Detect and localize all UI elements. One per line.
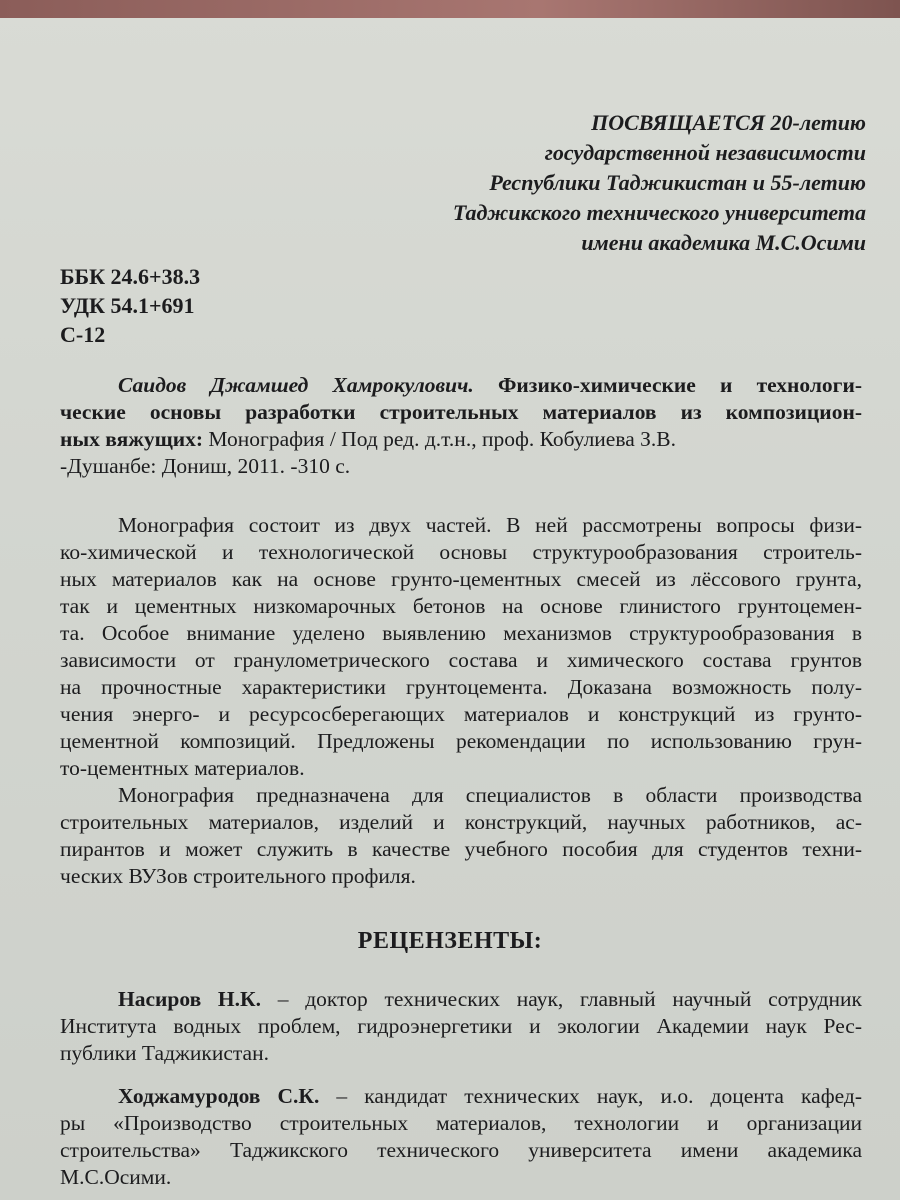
reviewer-title: – доктор технических наук, главный научный сотрудник [261, 987, 862, 1011]
publisher-info: -Душанбе: Дониш, 2011. -310 с. [60, 454, 351, 478]
reviewer-line: М.С.Осими. [60, 1165, 172, 1189]
dedication-line: Республики Таджикистан и 55-летию [489, 170, 866, 195]
annotation-line: строительных материалов, изделий и конструкций, научных работников, ас- [60, 810, 862, 834]
reviewer-line [60, 986, 862, 1013]
biblio-line [60, 426, 862, 453]
annotation-line: чения энерго- и ресурсосберегающих материалов и конструкций из грунто- [60, 702, 862, 726]
annotation-line: то-цементных материалов. [60, 756, 305, 780]
annotation-line: так и цементных низкомарочных бетонов на основе глинистого грунтоцемен- [60, 594, 862, 618]
biblio-line: ческие основы разработки строительных материалов из композицион- [60, 400, 862, 424]
annotation-line: на прочностные характеристики грунтоцемента. Доказана возможность полу- [60, 675, 862, 699]
dedication-line: имени академика М.С.Осими [581, 230, 866, 255]
annotation-line: пирантов и может служить в качестве учебного пособия для студентов техни- [60, 837, 862, 861]
reviewer-line: строительства» Таджикского технического университета имени академика [60, 1138, 862, 1162]
reviewers-heading: РЕЦЕНЗЕНТЫ: [357, 928, 543, 954]
bbk-code: ББК 24.6+38.3 [60, 264, 201, 289]
reviewers-list [60, 986, 862, 1191]
udk-code: УДК 54.1+691 [60, 293, 195, 318]
annotation-line: ко-химической и технологической основы структурообразования строитель- [60, 540, 862, 564]
edition-info: Монография / Под ред. д.т.н., проф. Кобулиева З.В. [208, 427, 676, 451]
dedication-line: государственной независимости [544, 140, 866, 165]
annotation-line: Монография предназначена для специалистов в области производства [118, 783, 862, 807]
annotation [60, 512, 862, 890]
classification-codes [60, 262, 200, 349]
reviewer-line: публики Таджикистан. [60, 1041, 269, 1065]
annotation-line: ческих ВУЗов строительного профиля. [60, 864, 416, 888]
annotation-line: зависимости от гранулометрического состава и химического состава грунтов [60, 648, 862, 672]
biblio-line [60, 372, 862, 399]
reviewer-name: Ходжамуродов С.К. [118, 1084, 320, 1108]
dedication-line: Таджикского технического университета [452, 200, 866, 225]
bibliographic-record [60, 372, 862, 480]
reviewer-line [60, 1083, 862, 1110]
book-title: Физико-химические и технологи- [497, 373, 862, 397]
reviewer-line: Института водных проблем, гидроэнергетики и экологии Академии наук Рес- [60, 1014, 862, 1038]
dedication-line: ПОСВЯЩАЕТСЯ 20-летию [591, 110, 866, 135]
reviewer-title: – кандидат технических наук, и.о. доцента кафед- [319, 1084, 863, 1108]
dedication [453, 108, 866, 258]
cutter-code: С-12 [60, 322, 106, 347]
annotation-line: та. Особое внимание уделено выявлению механизмов структурообразования в [60, 621, 862, 645]
book-title-end: ных вяжущих: [60, 427, 204, 451]
annotation-line: цементной композиций. Предложены рекомендации по использованию грун- [60, 729, 862, 753]
author-name: Саидов Джамшед Хамрокулович. [118, 373, 474, 397]
annotation-line: Монография состоит из двух частей. В ней рассмотрены вопросы физи- [118, 513, 862, 537]
reviewer-line: ры «Производство строительных материалов, технологии и организации [60, 1111, 862, 1135]
cover-edge [0, 0, 900, 18]
paragraph-gap [60, 1067, 862, 1083]
reviewer-name: Насиров Н.К. [118, 987, 261, 1011]
annotation-line: ных материалов как на основе грунто-цементных смесей из лёссового грунта, [60, 567, 862, 591]
